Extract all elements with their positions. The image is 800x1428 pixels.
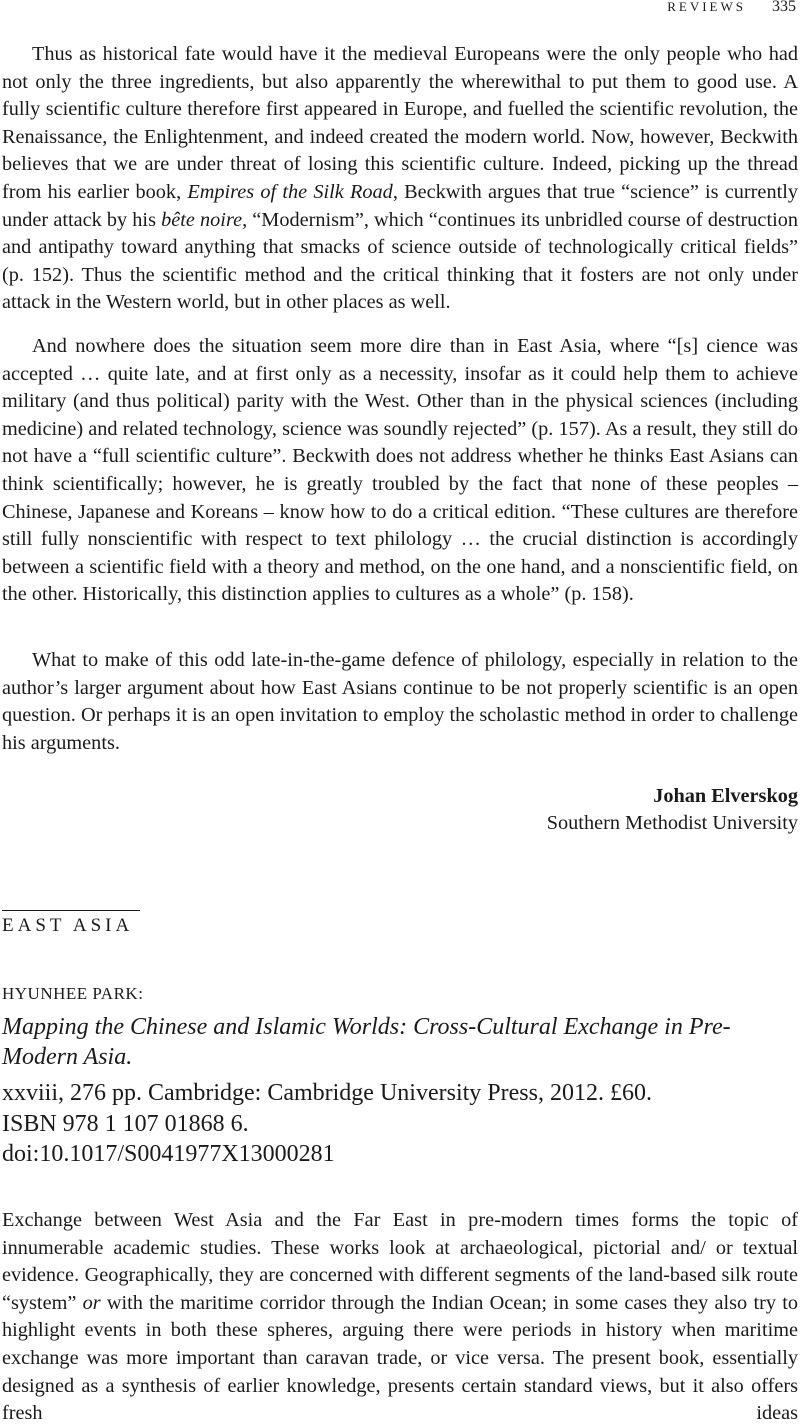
book-doi: doi:10.1017/S0041977X13000281 [2, 1141, 335, 1167]
section-rule [2, 910, 140, 911]
reviewer-affiliation: Southern Methodist University [546, 812, 798, 834]
book-isbn: ISBN 978 1 107 01868 6. [2, 1110, 249, 1137]
book-pages-publisher: xxviii, 276 pp. Cambridge: Cambridge University Press, 2012. £60. [2, 1080, 652, 1106]
section-title: EAST ASIA [2, 915, 134, 936]
page-number: 335 [772, 0, 796, 15]
italic-text: Empires of the Silk Road [187, 180, 393, 203]
paragraph: What to make of this odd late-in-the-game defence of philology, especially in relation to the author’s larger argument about how East Asians continue to be not properly scientific is an open question. Or perhaps it is an open invitation to employ the scholastic method in order to challenge his arguments. [2, 649, 798, 754]
review1-paragraph-2 [2, 333, 798, 609]
italic-text: or [82, 1291, 101, 1314]
review2-paragraph-1 [2, 1207, 798, 1428]
italic-text: bête noire [161, 208, 243, 231]
book-metadata [2, 1078, 798, 1170]
paragraph: Thus as historical fate would have it the medieval Europeans were the only people who had not only the three ingredients, but also apparently the wherewithal to put them to good use. A fully scientific culture therefore first appeared in Europe, and fuelled the scientific revolution, the Renaissance, the Enlightenment, and indeed created the modern world. Now, however, Beckwith believes that we are under threat of losing this scientific culture. Indeed, picking up the thread from his earlier book, Empires of the Silk Road, Beckwith argues that true “science” is currently under attack by his bête noire, “Modernism”, which “continues its unbridled course of destruction and antipathy toward anything that smacks of science outside of technologically critical fields” (p. 152). Thus the scientific method and the critical thinking that it fosters are not only under attack in the Western world, but in other places as well. [2, 43, 798, 314]
paragraph: And nowhere does the situation seem more dire than in East Asia, where “[s] cience was accepted … quite late, and at first only as a necessity, insofar as it could help them to achieve military (and thus political) parity with the West. Other than in the physical sciences (including medicine) and related technology, science was soundly rejected” (p. 157). As a result, they still do not have a “full scientific culture”. Beckwith does not address whether he thinks East Asians can think scientifically; however, he is greatly troubled by the fact that none of these peoples – Chinese, Japanese and Koreans – know how to do a critical edition. “These cultures are therefore still fully nonscientific with respect to text philology … the crucial distinction is accordingly between a scientific field with a theory and method, on the one hand, and a nonscientific field, on the other. Historically, this distinction applies to cultures as a whole” (p. 158). [2, 335, 798, 606]
review1-paragraph-3 [2, 647, 798, 757]
running-header-section: REVIEWS [667, 0, 746, 14]
paragraph: Exchange between West Asia and the Far East in pre-modern times forms the topic of innumerable academic studies. These works look at archaeological, pictorial and/ or textual evidence. Geographically, they are concerned with different segments of the land-based silk route “system” or with the maritime corridor through the Indian Ocean; in some cases they also try to highlight events in both these spheres, arguing there were periods in history when maritime exchange was more important than caravan trade, or vice versa. The present book, essentially designed as a synthesis of earlier knowledge, presents certain standard views, but it also offers fresh ideas [2, 1209, 798, 1425]
running-header [667, 0, 796, 16]
reviewer-name: Johan Elverskog [653, 785, 798, 807]
book-title: Mapping the Chinese and Islamic Worlds: Cross-Cultural Exchange in Pre-Modern Asia. [2, 1014, 731, 1070]
review1-paragraph-1 [2, 41, 798, 317]
book-author: HYUNHEE PARK: [2, 984, 144, 1003]
